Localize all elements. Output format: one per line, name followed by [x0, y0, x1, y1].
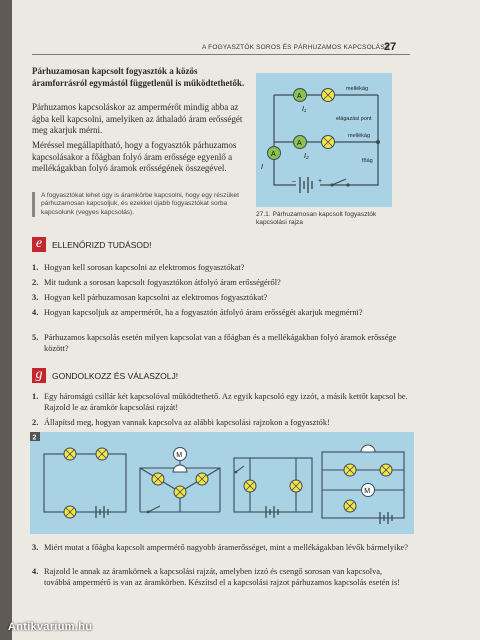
page-number: 27: [384, 41, 397, 53]
check-question-3: 3. Hogyan kell párhuzamosan kapcsolni az elektromos fogyasztókat?: [32, 293, 268, 302]
current-1-label: I₁: [302, 106, 307, 113]
ammeter-2-label: A: [297, 140, 302, 147]
bulb-icon: [344, 500, 356, 512]
think-question-2: 2. Állapítsd meg, hogyan vannak kapcsolva az alábbi kapcsolási rajzokon a fogyasztók!: [32, 418, 330, 427]
ammeter-main-label: A: [271, 151, 276, 158]
circuits-figure: [30, 432, 414, 534]
bulb-icon: [64, 506, 76, 518]
label-mellekag-1: mellékág: [346, 86, 369, 92]
motor-label: M: [364, 488, 371, 495]
intro-paragraph-2: Párhuzamos kapcsoláskor az ampermérőt mindig abba az ágba kell kapcsolni, amelyiken az áthaladó áram erősségét meg akarjuk mérni.: [32, 102, 243, 136]
battery-minus-label: –: [292, 178, 296, 185]
junction-point: [376, 140, 380, 144]
bulb-icon: [152, 473, 164, 485]
current-2-label: I₂: [304, 153, 309, 160]
think-question-4: 4. Rajzold le annak az áramkörnek a kapcsolási rajzát, amelyben izzó és csengő sorosan van kapcsolva, továbbá ampermérő is van az áramkörben. Készítsd el a kapcsolási rajzot párhuzamos kapcsolás esetén is!: [32, 567, 401, 588]
parallel-circuit-figure: [256, 73, 392, 207]
label-mellekag-2: mellékág: [348, 133, 371, 139]
think-section-title: GONDOLKOZZ ÉS VÁLASZOLJ!: [52, 371, 179, 381]
bulb-icon: [290, 480, 302, 492]
bulb-icon: [96, 448, 108, 460]
label-elagazasi-pont: elágazási pont: [336, 116, 372, 122]
figure-1-caption: 27.1. Párhuzamosan kapcsolt fogyasztók kapcsolási rajza: [256, 211, 377, 227]
think-question-1: 1. Egy háromágú csillár két kapcsolóval működtethető. Az egyik kapcsoló egy izzót, a másik kettőt kapcsol be. Rajzold le az áramkör kapcsolási rajzát!: [32, 392, 408, 413]
intro-paragraph-1: Párhuzamosan kapcsolt fogyasztók a közös áramforrásról egymástól függetlenül is működtethetők.: [32, 66, 245, 88]
think-question-3: 3. Miért mutat a főágba kapcsolt ampermérő nagyobb áramerősséget, mint a mellékágakban lévők bármelyike?: [32, 543, 408, 552]
book-page: [12, 0, 480, 640]
bulb-icon: [174, 486, 186, 498]
motor-label: M: [176, 452, 183, 459]
side-note: A fogyasztókat lehet úgy is áramkörbe kapcsolni, hogy egy részüket párhuzamosan kapcsoljuk, és ezekkel újabb fogyasztókat sorba kapcsolunk (vegyes kapcsolás).: [32, 192, 246, 217]
bulb-icon: [244, 480, 256, 492]
bulb-icon: [64, 448, 76, 460]
bulb-branch-1-icon: [322, 89, 335, 102]
check-question-5: 5. Párhuzamos kapcsolás esetén milyen kapcsolat van a főágban és a mellékágakban folyó áramok erőssége között?: [32, 333, 397, 354]
think-section-icon: g: [32, 368, 46, 383]
watermark: Antikvarium.hu: [8, 621, 93, 633]
current-main-label: I: [261, 164, 263, 171]
figure-2-label: 2: [32, 434, 37, 442]
header-rule: [32, 54, 410, 55]
ammeter-1-label: A: [297, 93, 302, 100]
figure-2-background: [30, 432, 414, 534]
check-section-icon: e: [32, 237, 46, 252]
check-question-4: 4. Hogyan kapcsoljuk az ampermérőt, ha a fogyasztón átfolyó áram erősségét akarjuk megmérni?: [32, 308, 363, 317]
check-section-title: ELLENŐRIZD TUDÁSOD!: [52, 240, 152, 250]
running-header: A FOGYASZTÓK SOROS ÉS PÁRHUZAMOS KAPCSOLÁSA: [202, 44, 390, 51]
check-question-1: 1. Hogyan kell sorosan kapcsolni az elektromos fogyasztókat?: [32, 263, 245, 272]
bulb-icon: [380, 464, 392, 476]
intro-paragraph-3: Méréssel megállapítható, hogy a fogyasztók párhuzamos kapcsolásakor a főágban folyó áram erőssége egyenlő a mellékágakban folyó áramok erősségének összegével.: [32, 140, 237, 174]
battery-plus-label: +: [318, 178, 323, 185]
bulb-branch-2-icon: [322, 136, 335, 149]
check-question-2: 2. Mit tudunk a sorosan kapcsolt fogyasztókon átfolyó áram erősségéről?: [32, 278, 281, 287]
bulb-icon: [196, 473, 208, 485]
bulb-icon: [344, 464, 356, 476]
label-foag: főág: [362, 158, 373, 164]
